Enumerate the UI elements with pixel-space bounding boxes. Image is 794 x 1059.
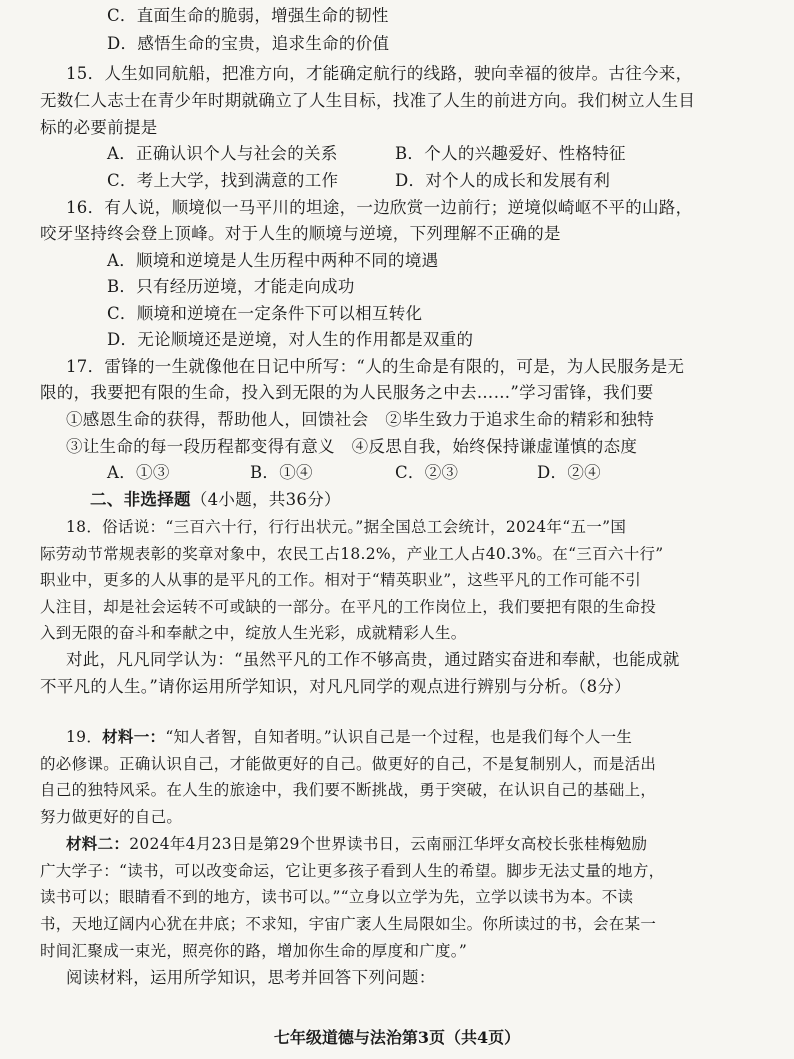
q19-material2-line5: 时间汇聚成一束光，照亮你的路，增加你生命的厚度和广度。”	[40, 942, 468, 960]
q17-stem-line1: 17．雷锋的一生就像他在日记中所写：“人的生命是有限的，可是，为人民服务是无	[66, 357, 685, 376]
q17-items-1-2: ①感恩生命的获得，帮助他人，回馈社会 ②毕生致力于追求生命的精彩和独特	[66, 410, 654, 429]
page-footer: 七年级道德与法治第3页（共4页）	[273, 1028, 521, 1047]
q19-ask: 阅读材料，运用所学知识，思考并回答下列问题：	[66, 968, 436, 987]
q18-para-line4: 人注目，却是社会运转不可或缺的一部分。在平凡的工作岗位上，我们要把有限的生命投	[40, 598, 657, 616]
q17-option-b: B．①④	[250, 463, 313, 482]
section-note: （4小题，共36分）	[190, 490, 341, 509]
q19-material1-line1	[66, 727, 632, 747]
q19-material2-line2: 广大学子：“读书，可以改变命运，它让更多孩子看到人生的希望。脚步无法丈量的地方，	[40, 862, 665, 880]
q19-number: 19．	[66, 728, 103, 746]
q18-ask-line1: 对此，凡凡同学认为：“虽然平凡的工作不够高贵，通过踏实奋进和奉献，也能成就	[66, 650, 680, 669]
q16-option-c: C．顺境和逆境在一定条件下可以相互转化	[107, 304, 423, 323]
q19-material1-label: 材料一：	[102, 727, 166, 746]
q19-material2-label: 材料二：	[66, 834, 130, 853]
q16-stem-line1: 16．有人说，顺境似一马平川的坦途，一边欣赏一边前行；逆境似崎岖不平的山路，	[66, 198, 693, 217]
q19-material1-line3: 自己的独特风采。在人生的旅途中，我们要不断挑战，勇于突破，在认识自己的基础上，	[40, 781, 657, 799]
q14-option-c: C．直面生命的脆弱，增强生命的韧性	[107, 6, 389, 25]
q16-stem-line2: 咬牙坚持终会登上顶峰。对于人生的顺境与逆境，下列理解不正确的是	[40, 224, 561, 243]
q17-option-d: D．②④	[537, 463, 601, 482]
q19-material1-line4: 努力做更好的自己。	[40, 808, 183, 826]
q19-material2-text: 2024年4月23日是第29个世界读书日，云南丽江华坪女高校长张桂梅勉励	[129, 835, 648, 853]
q15-stem-line3: 标的必要前提是	[40, 118, 158, 137]
q15-option-c: C．考上大学，找到满意的工作	[107, 171, 339, 190]
q19-material1-text: “知人者智，自知者明。”认识自己是一个过程，也是我们每个人一生	[165, 728, 633, 746]
q17-items-3-4: ③让生命的每一段历程都变得有意义 ④反思自我，始终保持谦虚谨慎的态度	[66, 437, 638, 456]
q19-material2-line3: 读书可以；眼睛看不到的地方，读书可以。”“立身以立学为先，立学以读书为本。不读	[40, 888, 634, 906]
q18-para-line1: 18．俗话说：“三百六十行，行行出状元。”据全国总工会统计，2024年“五一”国	[66, 518, 627, 536]
q14-option-d: D．感悟生命的宝贵，追求生命的价值	[107, 34, 390, 53]
q18-para-line2: 际劳动节常规表彰的奖章对象中，农民工占18.2%，产业工人占40.3%。在“三百六十行”	[40, 545, 664, 563]
q18-ask-line2: 不平凡的人生。”请你运用所学知识，对凡凡同学的观点进行辨别与分析。（8分）	[40, 677, 632, 696]
q19-material2-line1	[66, 834, 647, 854]
q17-option-a: A．①③	[107, 463, 170, 482]
q15-option-d: D．对个人的成长和发展有利	[395, 171, 611, 190]
section-title: 二、非选择题	[90, 490, 191, 509]
q15-option-a: A．正确认识个人与社会的关系	[107, 144, 338, 163]
q18-para-line3: 职业中，更多的人从事的是平凡的工作。相对于“精英职业”，这些平凡的工作可能不引	[40, 571, 642, 589]
q15-stem-line2: 无数仁人志士在青少年时期就确立了人生目标，找准了人生的前进方向。我们树立人生目	[40, 91, 696, 110]
q19-material2-line4: 书，天地辽阔内心犹在井底；不求知，宇宙广袤人生局限如尘。你所读过的书，会在某一	[40, 915, 657, 933]
q18-para-line5: 入到无限的奋斗和奉献之中，绽放人生光彩，成就精彩人生。	[40, 624, 467, 642]
q16-option-a: A．顺境和逆境是人生历程中两种不同的境遇	[107, 251, 439, 270]
q15-option-b: B．个人的兴趣爱好、性格特征	[395, 144, 626, 163]
section-heading	[90, 490, 341, 510]
q16-option-d: D．无论顺境还是逆境，对人生的作用都是双重的	[107, 330, 474, 349]
q15-stem-line1: 15．人生如同航船，把准方向，才能确定航行的线路，驶向幸福的彼岸。古往今来，	[66, 64, 693, 83]
q17-stem-line2: 限的，我要把有限的生命，投入到无限的为人民服务之中去……”学习雷锋，我们要	[40, 383, 654, 402]
q19-material1-line2: 的必修课。正确认识自己，才能做更好的自己。做更好的自己，不是复制别人，而是活出	[40, 755, 657, 773]
q16-option-b: B．只有经历逆境，才能走向成功	[107, 277, 355, 296]
q17-option-c: C．②③	[395, 463, 459, 482]
